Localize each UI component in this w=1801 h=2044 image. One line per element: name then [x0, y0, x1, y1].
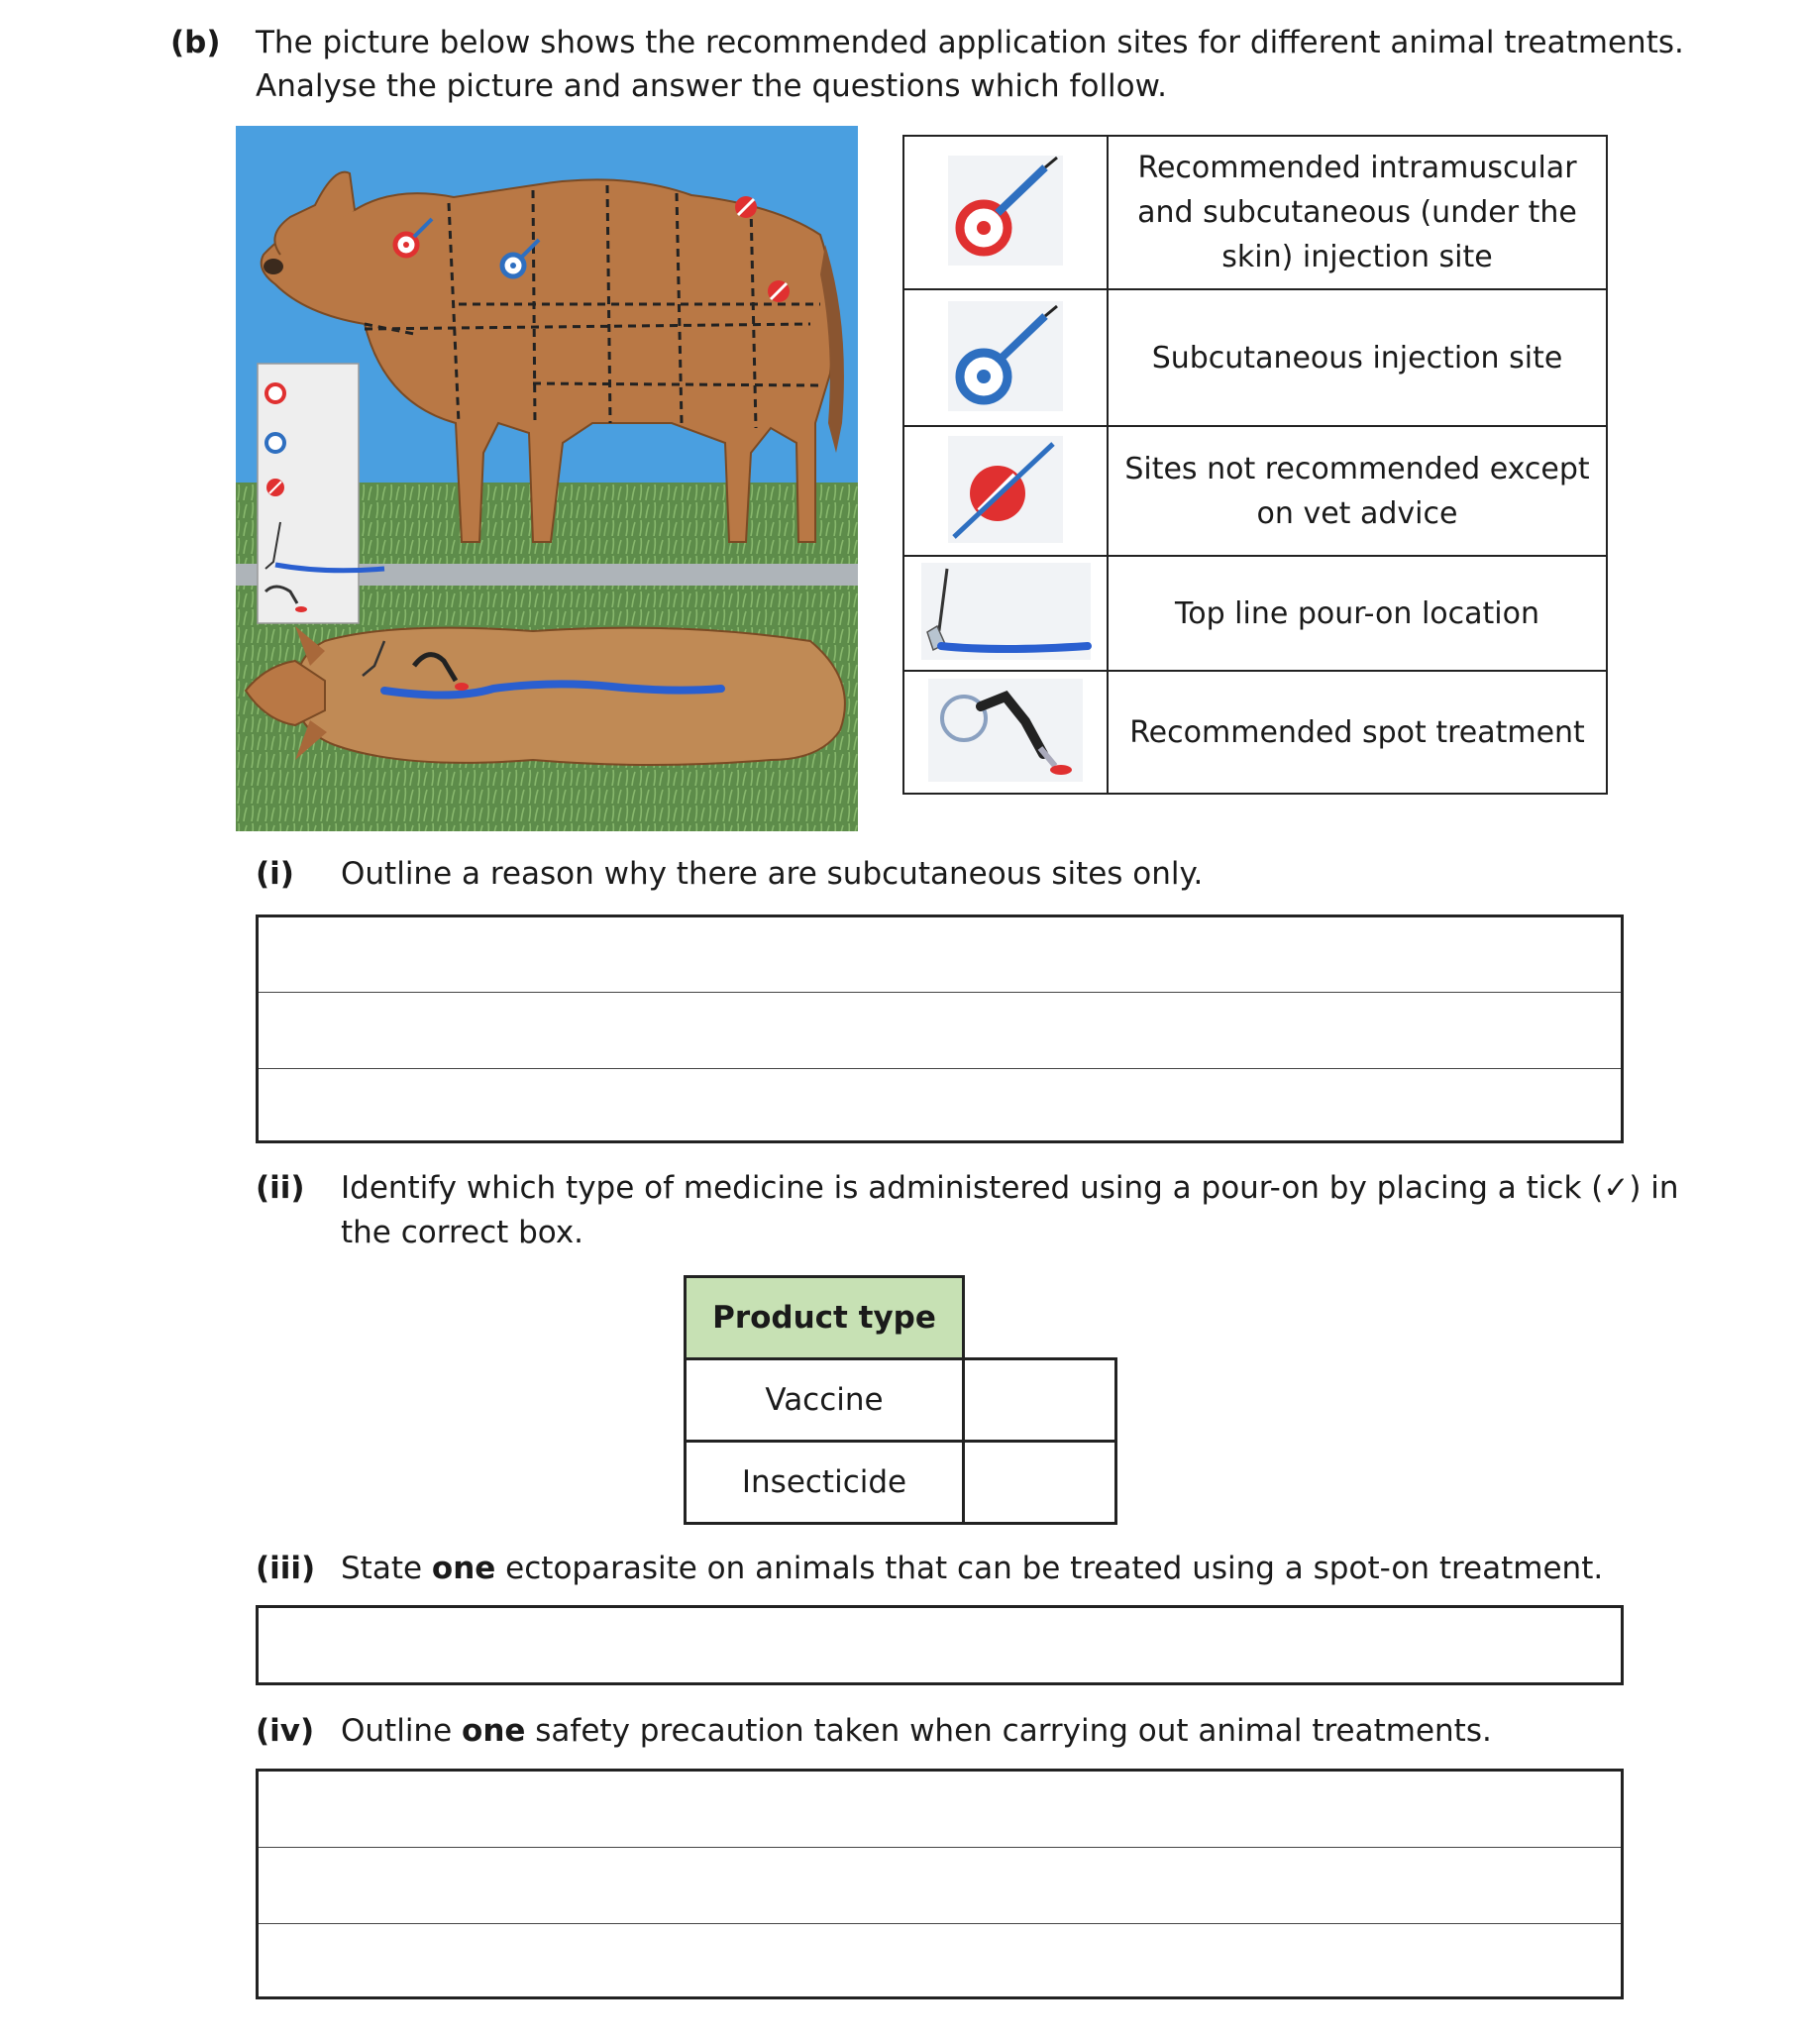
product-row-insecticide: Insecticide — [686, 1442, 964, 1524]
no-entry-syringe-icon — [946, 434, 1065, 545]
part-iii-text-post: ectoparasite on animals that can be treated using a spot-on treatment. — [495, 1551, 1604, 1586]
legend-table — [902, 135, 1608, 795]
insecticide-tick-box[interactable] — [964, 1442, 1116, 1524]
legend-text-line: Sites not recommended except — [1124, 451, 1590, 486]
answer-line[interactable] — [259, 993, 1621, 1069]
part-i-question: Outline a reason why there are subcutaneous sites only. — [341, 856, 1204, 892]
answer-line[interactable] — [259, 1069, 1621, 1140]
legend-text-line: Recommended intramuscular — [1137, 151, 1577, 185]
legend-desc-cell — [1108, 556, 1607, 671]
legend-row — [903, 289, 1607, 426]
part-ii-question-line-2: the correct box. — [341, 1215, 584, 1250]
answer-line[interactable] — [259, 1848, 1621, 1924]
part-iv-answer-box[interactable] — [256, 1769, 1624, 1999]
legend-desc-cell — [1108, 289, 1607, 426]
part-iii-label: (iii) — [256, 1551, 316, 1586]
no-entry-marker-rump — [735, 196, 757, 218]
part-iv-question — [341, 1709, 1492, 1753]
blank-cell — [964, 1277, 1116, 1359]
part-ii-label: (ii) — [256, 1170, 305, 1206]
no-entry-marker-hind — [768, 280, 790, 302]
pour-on-applicator-icon — [919, 561, 1093, 662]
legend-icon-cell — [903, 556, 1108, 671]
lying-cow-top-view — [246, 626, 845, 765]
product-type-header: Product type — [686, 1277, 964, 1359]
legend-icon-cell — [903, 671, 1108, 794]
legend-text-line: Top line pour-on location — [1175, 595, 1539, 631]
target-syringe-blue-icon — [946, 299, 1065, 413]
part-iii-text-bold: one — [431, 1551, 496, 1586]
legend-icon-cell — [903, 136, 1108, 289]
legend-text-line: and subcutaneous (under the — [1137, 195, 1577, 230]
spot-on-applicator-icon — [926, 677, 1085, 784]
question-intro-line-2: Analyse the picture and answer the questions which follow. — [256, 68, 1167, 104]
legend-desc-cell — [1108, 671, 1607, 794]
question-label: (b) — [170, 25, 221, 60]
legend-row — [903, 136, 1607, 289]
part-ii-question-line-1: Identify which type of medicine is administered using a pour-on by placing a tick (✓) in — [341, 1170, 1679, 1206]
legend-row — [903, 671, 1607, 794]
part-iv-label: (iv) — [256, 1713, 315, 1749]
part-i-label: (i) — [256, 856, 294, 892]
part-iv-text-bold: one — [462, 1713, 526, 1749]
part-iv-text-pre: Outline — [341, 1713, 463, 1749]
legend-text-line: on vet advice — [1256, 495, 1458, 531]
vaccine-tick-box[interactable] — [964, 1359, 1116, 1442]
product-row-vaccine: Vaccine — [686, 1359, 964, 1442]
legend-text-line: Recommended spot treatment — [1129, 714, 1585, 750]
product-type-table — [684, 1275, 1117, 1525]
legend-icon-cell — [903, 426, 1108, 556]
legend-text-line: skin) injection site — [1221, 240, 1493, 274]
answer-line[interactable] — [259, 1772, 1621, 1848]
legend-row — [903, 556, 1607, 671]
part-iii-answer-box[interactable] — [256, 1605, 1624, 1685]
part-i-answer-box[interactable] — [256, 914, 1624, 1143]
legend-desc-cell — [1108, 426, 1607, 556]
part-iv-text-post: safety precaution taken when carrying out animal treatments. — [525, 1713, 1492, 1749]
legend-desc-cell — [1108, 136, 1607, 289]
answer-line[interactable] — [259, 1924, 1621, 1996]
legend-text-line: Subcutaneous injection site — [1151, 340, 1563, 376]
answer-line[interactable] — [259, 917, 1621, 993]
legend-icon-cell — [903, 289, 1108, 426]
cattle-application-sites-illustration — [236, 126, 858, 831]
legend-row — [903, 426, 1607, 556]
target-syringe-red-icon — [946, 154, 1065, 268]
part-iii-question — [341, 1547, 1603, 1590]
question-intro-line-1: The picture below shows the recommended application sites for different animal treatments. — [256, 25, 1684, 60]
part-iii-text-pre: State — [341, 1551, 432, 1586]
